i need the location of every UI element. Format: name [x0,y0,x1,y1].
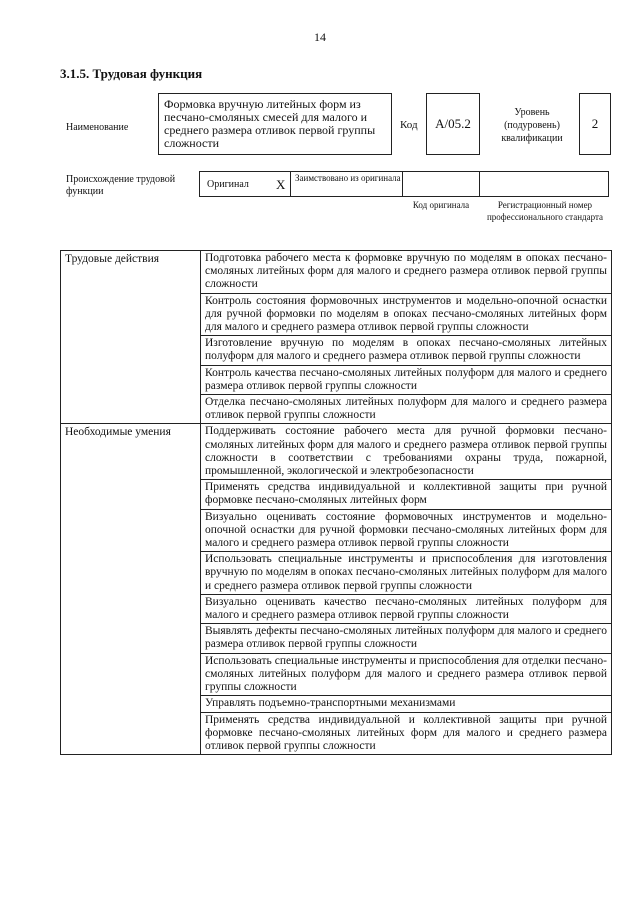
registration-number-cell [480,172,608,196]
original-code-caption: Код оригинала [412,200,470,210]
origin-table [199,171,609,197]
function-name-value: Формовка вручную литейных форм из песчано-смоляных смесей для малого и среднего размера отливок первой группы сложности [158,93,392,155]
skill-item: Визуально оценивать качество песчано-смоляных литейных полуформ для малого и среднего размера отливок первой группы сложности [201,594,612,623]
skill-item: Применять средства индивидуальной и коллективной защиты при ручной формовке песчано-смоляных литейных форм для малого и среднего размера отливок первой группы сложности [201,712,612,755]
original-cell [200,172,291,196]
original-code-cell [403,172,480,196]
labor-action-item: Контроль качества песчано-смоляных литейных полуформ для малого и среднего размера отливок первой группы сложности [201,365,612,394]
table-row [61,251,612,294]
section-title: 3.1.5. Трудовая функция [60,66,203,81]
page-number: 14 [314,30,326,44]
skill-item: Поддерживать состояние рабочего места для ручной формовки песчано-смоляных литейных форм для малого и среднего размера отливок первой группы сложности в соответствии с требованиями охраны труда, пожарной, промышленной, экологической и электробезопасности [201,424,612,480]
labor-action-item: Отделка песчано-смоляных литейных полуформ для малого и среднего размера отливок первой группы сложности [201,395,612,424]
skill-item: Использовать специальные инструменты и приспособления для отделки песчано-смоляных литейных полуформ для малого и среднего размера отливок первой группы сложности [201,653,612,696]
original-mark: X [276,177,286,192]
labor-actions-label: Трудовые действия [61,251,201,424]
skill-item: Визуально оценивать состояние формовочных инструментов и модельно-опочной оснастки для ручной формовки песчано-смоляных литейных форм для малого и среднего размера отливок первой группы сложности [201,509,612,552]
borrowed-label: Заимствовано из оригинала [295,173,401,183]
origin-label: Происхождение трудовой функции [66,174,176,197]
original-label: Оригинал [207,179,249,190]
skill-item: Управлять подъемно-транспортными механизмами [201,696,612,712]
borrowed-cell [291,172,403,196]
registration-number-caption: Регистрационный номер профессионального стандарта [486,200,604,222]
name-label: Наименование [66,122,129,133]
code-label: Код [400,119,418,131]
labor-action-item: Подготовка рабочего места к формовке вручную по моделям в опоках песчано-смоляных литейных форм для малого и среднего размера отливок первой группы сложности [201,251,612,294]
skill-item: Использовать специальные инструменты и приспособления для изготовления вручную по моделям в опоках песчано-смоляных литейных полуформ для малого и среднего размера отливок первой группы сложности [201,552,612,595]
function-details-table [60,250,612,755]
skill-item: Применять средства индивидуальной и коллективной защиты при ручной формовке песчано-смоляных литейных форм [201,480,612,509]
qualification-level-value: 2 [579,93,611,155]
skills-label: Необходимые умения [61,424,201,755]
labor-action-item: Изготовление вручную по моделям в опоках песчано-смоляных литейных полуформ для малого и среднего размера отливок первой группы сложности [201,336,612,365]
qualification-level-label: Уровень (подуровень) квалификации [501,107,563,144]
skill-item: Выявлять дефекты песчано-смоляных литейных полуформ для малого и среднего размера отливок первой группы сложности [201,624,612,653]
table-row [61,424,612,480]
function-code-value: A/05.2 [426,93,480,155]
labor-action-item: Контроль состояния формовочных инструментов и модельно-опочной оснастки для ручной формовки по моделям в опоках песчано-смоляных литейных форм для малого и среднего размера отливок первой группы сложности [201,293,612,336]
